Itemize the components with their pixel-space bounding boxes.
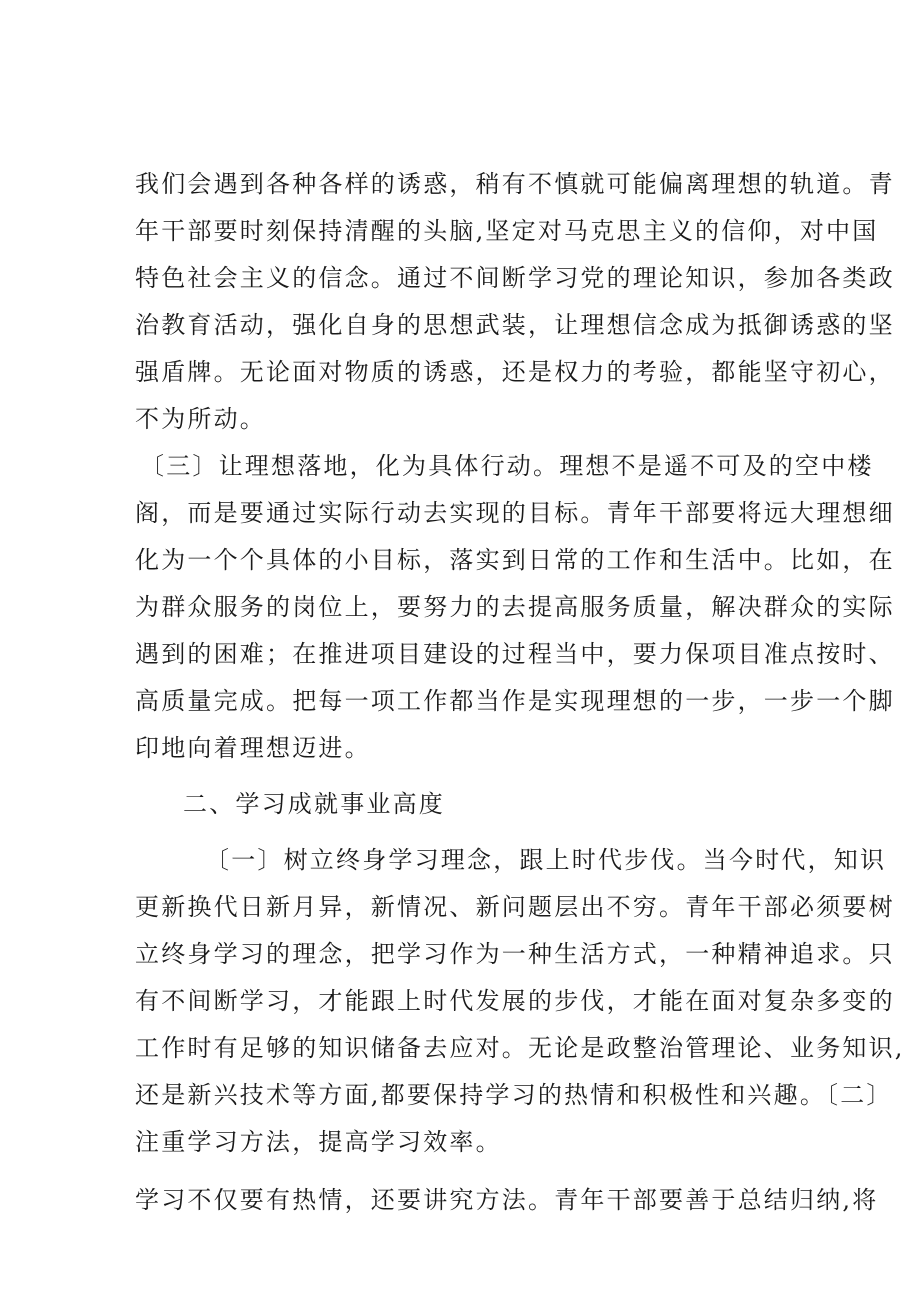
- text-line: 高质量完成。把每一项工作都当作是实现理想的一步，一步一个脚: [135, 687, 895, 715]
- text-line: 学习不仅要有热情，还要讲究方法。青年干部要善于总结归纳,将: [135, 1186, 879, 1214]
- text-line: 印地向着理想迈进。: [135, 734, 371, 762]
- text-line: 为群众服务的岗位上，要努力的去提高服务质量，解决群众的实际: [135, 593, 895, 621]
- text-line: 有不间断学习，才能跟上时代发展的步伐，才能在面对复杂多变的: [135, 987, 895, 1015]
- text-line: 遇到的困难；在推进项目建设的过程当中，要力保项目准点按时、: [135, 640, 895, 668]
- section-heading: 二、学习成就事业高度: [183, 790, 445, 818]
- text-line: 〔三〕让理想落地，化为具体行动。理想不是遥不可及的空中楼: [140, 452, 874, 480]
- text-line: 不为所动。: [135, 405, 266, 433]
- text-line: 还是新兴技术等方面,都要保持学习的热情和积极性和兴趣。〔二〕: [135, 1081, 893, 1109]
- text-line: 我们会遇到各种各样的诱惑，稍有不慎就可能偏离理想的轨道。青: [135, 170, 895, 198]
- text-line: 化为一个个具体的小目标，落实到日常的工作和生活中。比如，在: [135, 546, 895, 574]
- text-line: 立终身学习的理念，把学习作为一种生活方式，一种精神追求。只: [135, 940, 895, 968]
- text-line: 强盾牌。无论面对物质的诱惑，还是权力的考验，都能坚守初心，: [135, 358, 895, 386]
- text-line: 注重学习方法，提高学习效率。: [135, 1128, 502, 1156]
- text-line: 工作时有足够的知识储备去应对。无论是政整治管理论、业务知识,: [135, 1034, 905, 1062]
- text-line: 特色社会主义的信念。通过不间断学习党的理论知识，参加各类政: [135, 264, 895, 292]
- text-line: 治教育活动，强化自身的思想武装，让理想信念成为抵御诱惑的坚: [135, 311, 895, 339]
- text-line: 阁，而是要通过实际行动去实现的目标。青年干部要将远大理想细: [135, 499, 895, 527]
- text-line: 更新换代日新月异，新情况、新问题层出不穷。青年干部必须要树: [135, 893, 895, 921]
- text-line: 年干部要时刻保持清醒的头脑,坚定对马克思主义的信仰，对中国: [135, 217, 879, 245]
- text-line: 〔一〕树立终身学习理念，跟上时代步伐。当今时代，知识: [205, 846, 887, 874]
